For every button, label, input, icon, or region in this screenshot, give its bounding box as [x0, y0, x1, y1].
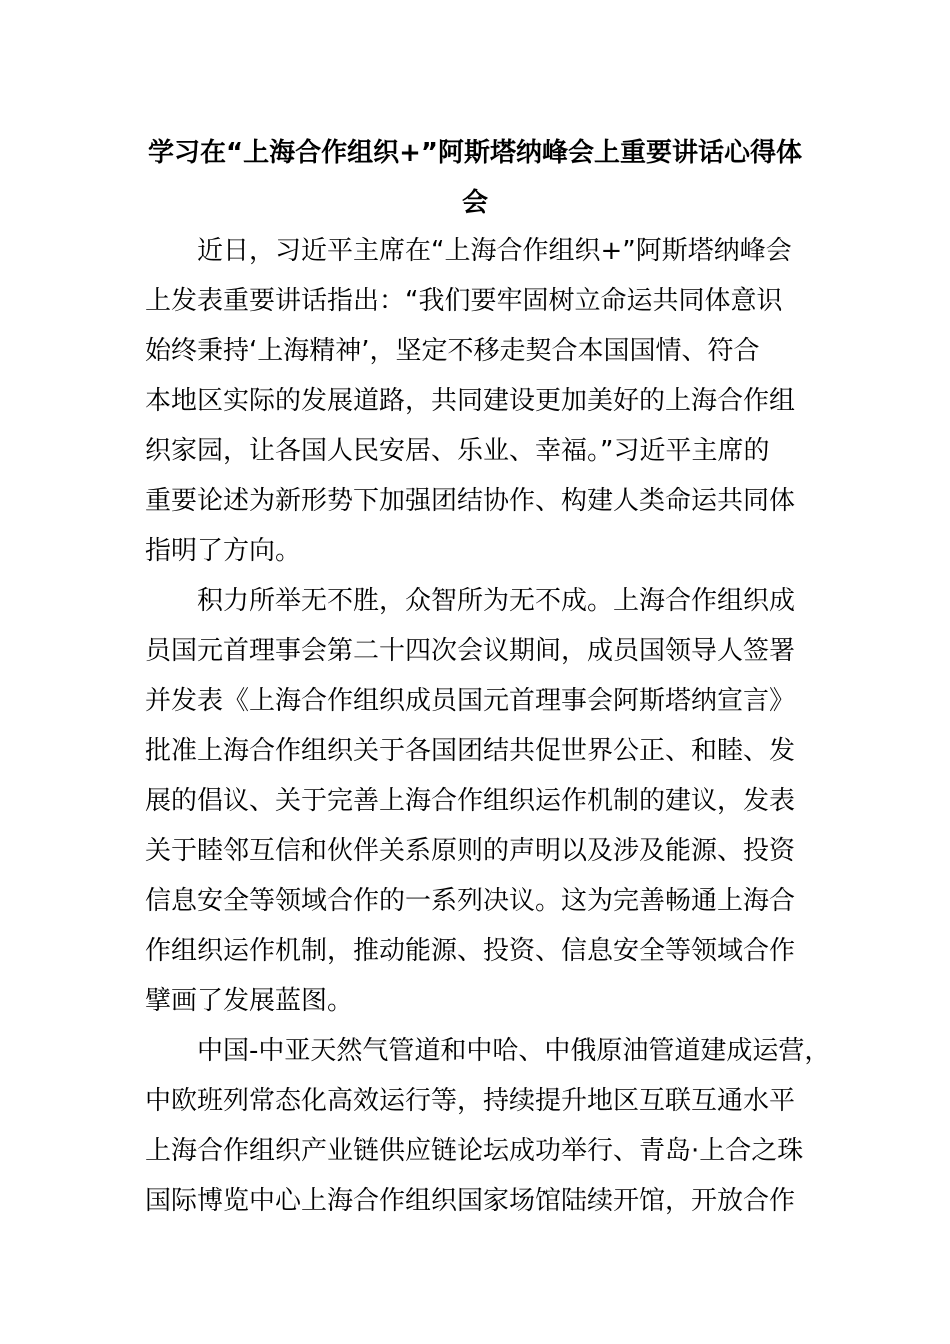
paragraph-1-line-1: 近日，习近平主席在“上海合作组织+”阿斯塔纳峰会: [197, 236, 792, 266]
paragraph-1-line-2: 上发表重要讲话指出：“我们要牢固树立命运共同体意识: [145, 286, 783, 316]
paragraph-2-line-9: 擘画了发展蓝图。: [145, 986, 354, 1016]
paragraph-1-line-3: 始终秉持‘上海精神’，坚定不移走契合本国国情、符合: [145, 336, 760, 366]
paragraph-2-line-2: 员国元首理事会第二十四次会议期间，成员国领导人签署: [145, 636, 796, 666]
paragraph-1-line-4: 本地区实际的发展道路，共同建设更加美好的上海合作组: [145, 386, 796, 416]
document-title-line-1: 学习在“上海合作组织+”阿斯塔纳峰会上重要讲话心得体: [148, 138, 802, 168]
paragraph-2-line-6: 关于睦邻互信和伙伴关系原则的声明以及涉及能源、投资: [145, 836, 796, 866]
paragraph-3-line-2: 中欧班列常态化高效运行等，持续提升地区互联互通水平: [145, 1086, 796, 1116]
paragraph-1-line-5: 织家园，让各国人民安居、乐业、幸福。”习近平主席的: [145, 436, 770, 466]
paragraph-2-line-5: 展的倡议、关于完善上海合作组织运作机制的建议，发表: [145, 786, 796, 816]
paragraph-1-line-7: 指明了方向。: [145, 536, 302, 566]
paragraph-2-line-7: 信息安全等领域合作的一系列决议。这为完善畅通上海合: [145, 886, 796, 916]
paragraph-2-line-8: 作组织运作机制，推动能源、投资、信息安全等领域合作: [145, 936, 796, 966]
paragraph-3-line-4: 国际博览中心上海合作组织国家场馆陆续开馆，开放合作: [145, 1186, 796, 1216]
document-title-line-2: 会: [461, 188, 488, 218]
paragraph-2-line-4: 批准上海合作组织关于各国团结共促世界公正、和睦、发: [145, 736, 796, 766]
paragraph-1-line-6: 重要论述为新形势下加强团结协作、构建人类命运共同体: [145, 486, 796, 516]
paragraph-3-line-1: 中国-中亚天然气管道和中哈、中俄原油管道建成运营，: [197, 1036, 831, 1066]
paragraph-2-line-3: 并发表《上海合作组织成员国元首理事会阿斯塔纳宣言》: [145, 686, 796, 716]
paragraph-2-line-1: 积力所举无不胜，众智所为无不成。上海合作组织成: [197, 586, 796, 616]
paragraph-3-line-3: 上海合作组织产业链供应链论坛成功举行、青岛·上合之珠: [145, 1136, 804, 1166]
